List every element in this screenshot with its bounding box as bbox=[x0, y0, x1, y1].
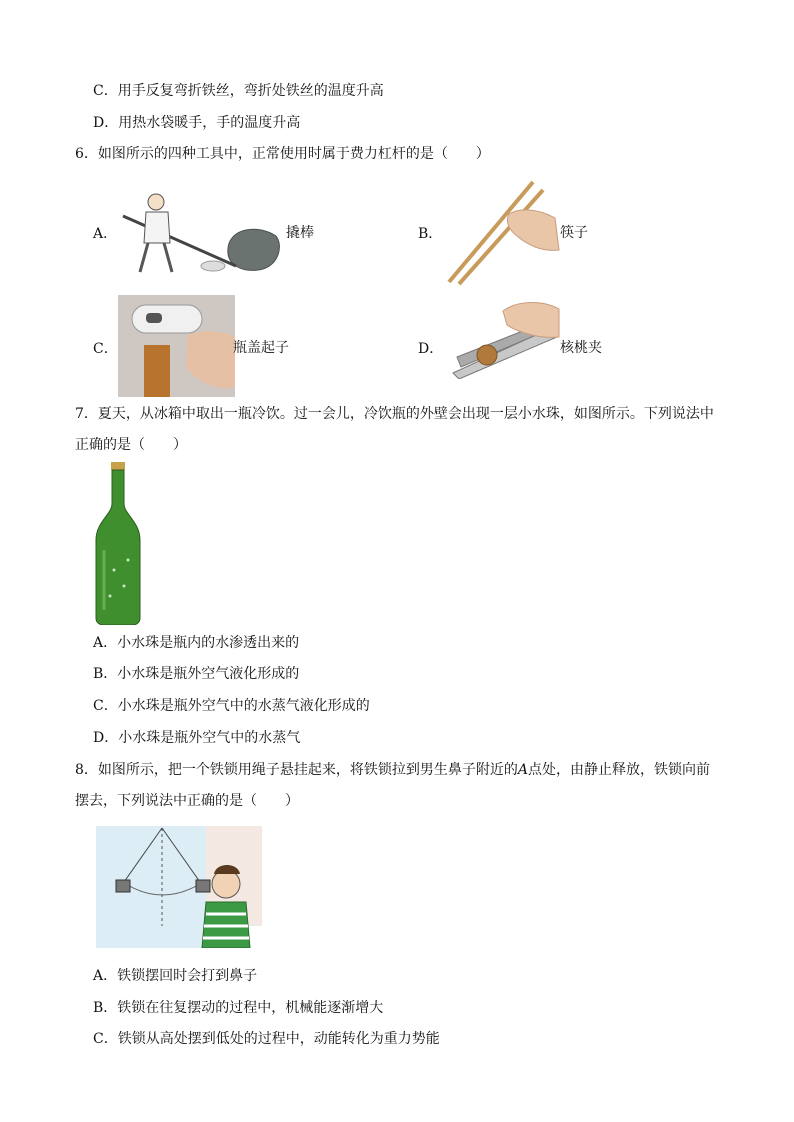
q8-option-b: B．铁锁在往复摆动的过程中，机械能逐渐增大 bbox=[93, 1000, 384, 1016]
pendulum-figure bbox=[96, 826, 262, 948]
q7-stem-line2: 正确的是（ ） bbox=[75, 437, 187, 453]
q7-option-b: B．小水珠是瓶外空气液化形成的 bbox=[93, 666, 300, 682]
q6-option-c-name: 瓶盖起子 bbox=[233, 340, 289, 356]
q8-stem-part1: 8．如图所示，把一个铁锁用绳子悬挂起来，将铁锁拉到男生鼻子附近的 bbox=[75, 762, 518, 778]
q6-option-d-name: 核桃夹 bbox=[560, 340, 602, 356]
q8-point-label: A bbox=[517, 762, 529, 778]
q6-option-b-name: 筷子 bbox=[560, 225, 588, 241]
green-bottle-figure bbox=[94, 460, 142, 625]
q6-option-d-letter: D． bbox=[418, 341, 444, 357]
bottle-opener-figure bbox=[118, 295, 235, 397]
chopsticks-figure bbox=[447, 178, 562, 286]
crowbar-figure bbox=[118, 188, 288, 278]
q8-stem-part2: 点处，由静止释放，铁锁向前 bbox=[528, 762, 711, 778]
q8-stem-line1 bbox=[75, 761, 710, 779]
q6-stem: 6．如图所示的四种工具中，正常使用时属于费力杠杆的是（ ） bbox=[75, 146, 490, 162]
q6-option-a-letter: A． bbox=[93, 226, 118, 242]
q7-option-d: D．小水珠是瓶外空气中的水蒸气 bbox=[93, 730, 301, 746]
q6-option-c-letter: C． bbox=[93, 341, 118, 357]
q7-option-c: C．小水珠是瓶外空气中的水蒸气液化形成的 bbox=[93, 698, 370, 714]
q6-option-b-letter: B． bbox=[418, 226, 443, 242]
q7-stem-line1: 7．夏天，从冰箱中取出一瓶冷饮。过一会儿，冷饮瓶的外壁会出现一层小水珠，如图所示。下列说法中 bbox=[75, 406, 714, 422]
q5-option-d: D．用热水袋暖手，手的温度升高 bbox=[93, 115, 301, 131]
nutcracker-figure bbox=[449, 297, 561, 379]
q8-option-c: C．铁锁从高处摆到低处的过程中，动能转化为重力势能 bbox=[93, 1031, 440, 1047]
q6-option-a-name: 撬棒 bbox=[286, 225, 314, 241]
q5-option-c: C．用手反复弯折铁丝，弯折处铁丝的温度升高 bbox=[93, 83, 384, 99]
q7-option-a: A．小水珠是瓶内的水渗透出来的 bbox=[93, 635, 300, 651]
q8-stem-line2: 摆去，下列说法中正确的是（ ） bbox=[75, 793, 299, 809]
q8-option-a: A．铁锁摆回时会打到鼻子 bbox=[93, 968, 258, 984]
